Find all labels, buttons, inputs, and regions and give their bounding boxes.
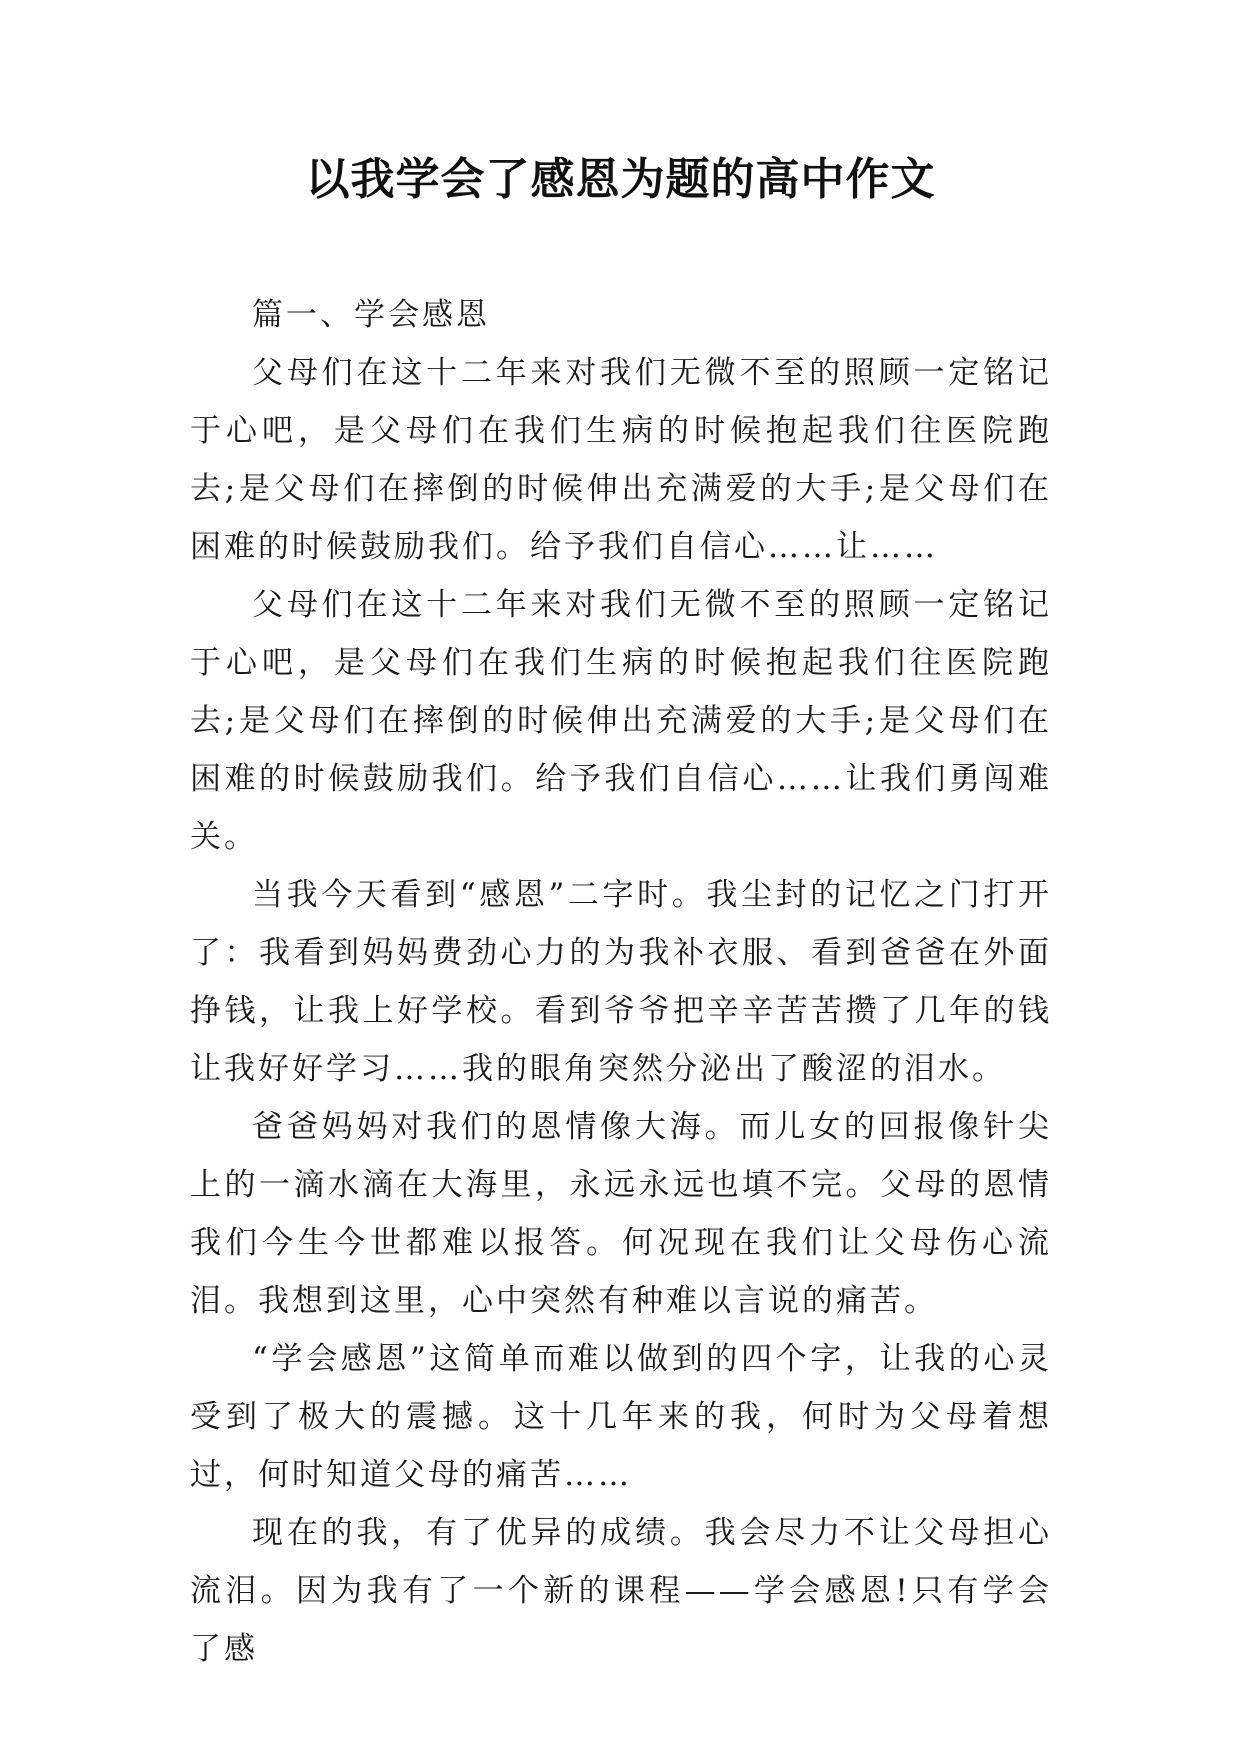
paragraph: 父母们在这十二年来对我们无微不至的照顾一定铭记于心吧，是父母们在我们生病的时候抱起我们往医院跑去;是父母们在摔倒的时候伸出充满爱的大手;是父母们在困难的时候鼓励我们。给予我们自信心……让…… — [190, 355, 1052, 565]
paragraph: 现在的我，有了优异的成绩。我会尽力不让父母担心流泪。因为我有了一个新的课程——学会感恩!只有学会了感 — [190, 1515, 1052, 1667]
paragraph: 爸爸妈妈对我们的恩情像大海。而儿女的回报像针尖上的一滴水滴在大海里，永远永远也填不完。父母的恩情我们今生今世都难以报答。何况现在我们让父母伤心流泪。我想到这里，心中突然有种难以言说的痛苦。 — [190, 1109, 1052, 1319]
paragraph-section-heading: 篇一、学会感恩 — [252, 297, 490, 333]
document-body — [190, 286, 1052, 1678]
paragraph: “学会感恩”这简单而难以做到的四个字，让我的心灵受到了极大的震撼。这十几年来的我，何时为父母着想过，何时知道父母的痛苦…… — [190, 1341, 1052, 1493]
paragraph: 当我今天看到“感恩”二字时。我尘封的记忆之门打开了：我看到妈妈费劲心力的为我补衣服、看到爸爸在外面挣钱，让我上好学校。看到爷爷把辛辛苦苦攒了几年的钱让我好好学习……我的眼角突然分泌出了酸涩的泪水。 — [190, 877, 1052, 1087]
document-title: 以我学会了感恩为题的高中作文 — [305, 154, 936, 205]
paragraph: 父母们在这十二年来对我们无微不至的照顾一定铭记于心吧，是父母们在我们生病的时候抱起我们往医院跑去;是父母们在摔倒的时候伸出充满爱的大手;是父母们在困难的时候鼓励我们。给予我们自信心……让我们勇闯难关。 — [190, 587, 1052, 855]
